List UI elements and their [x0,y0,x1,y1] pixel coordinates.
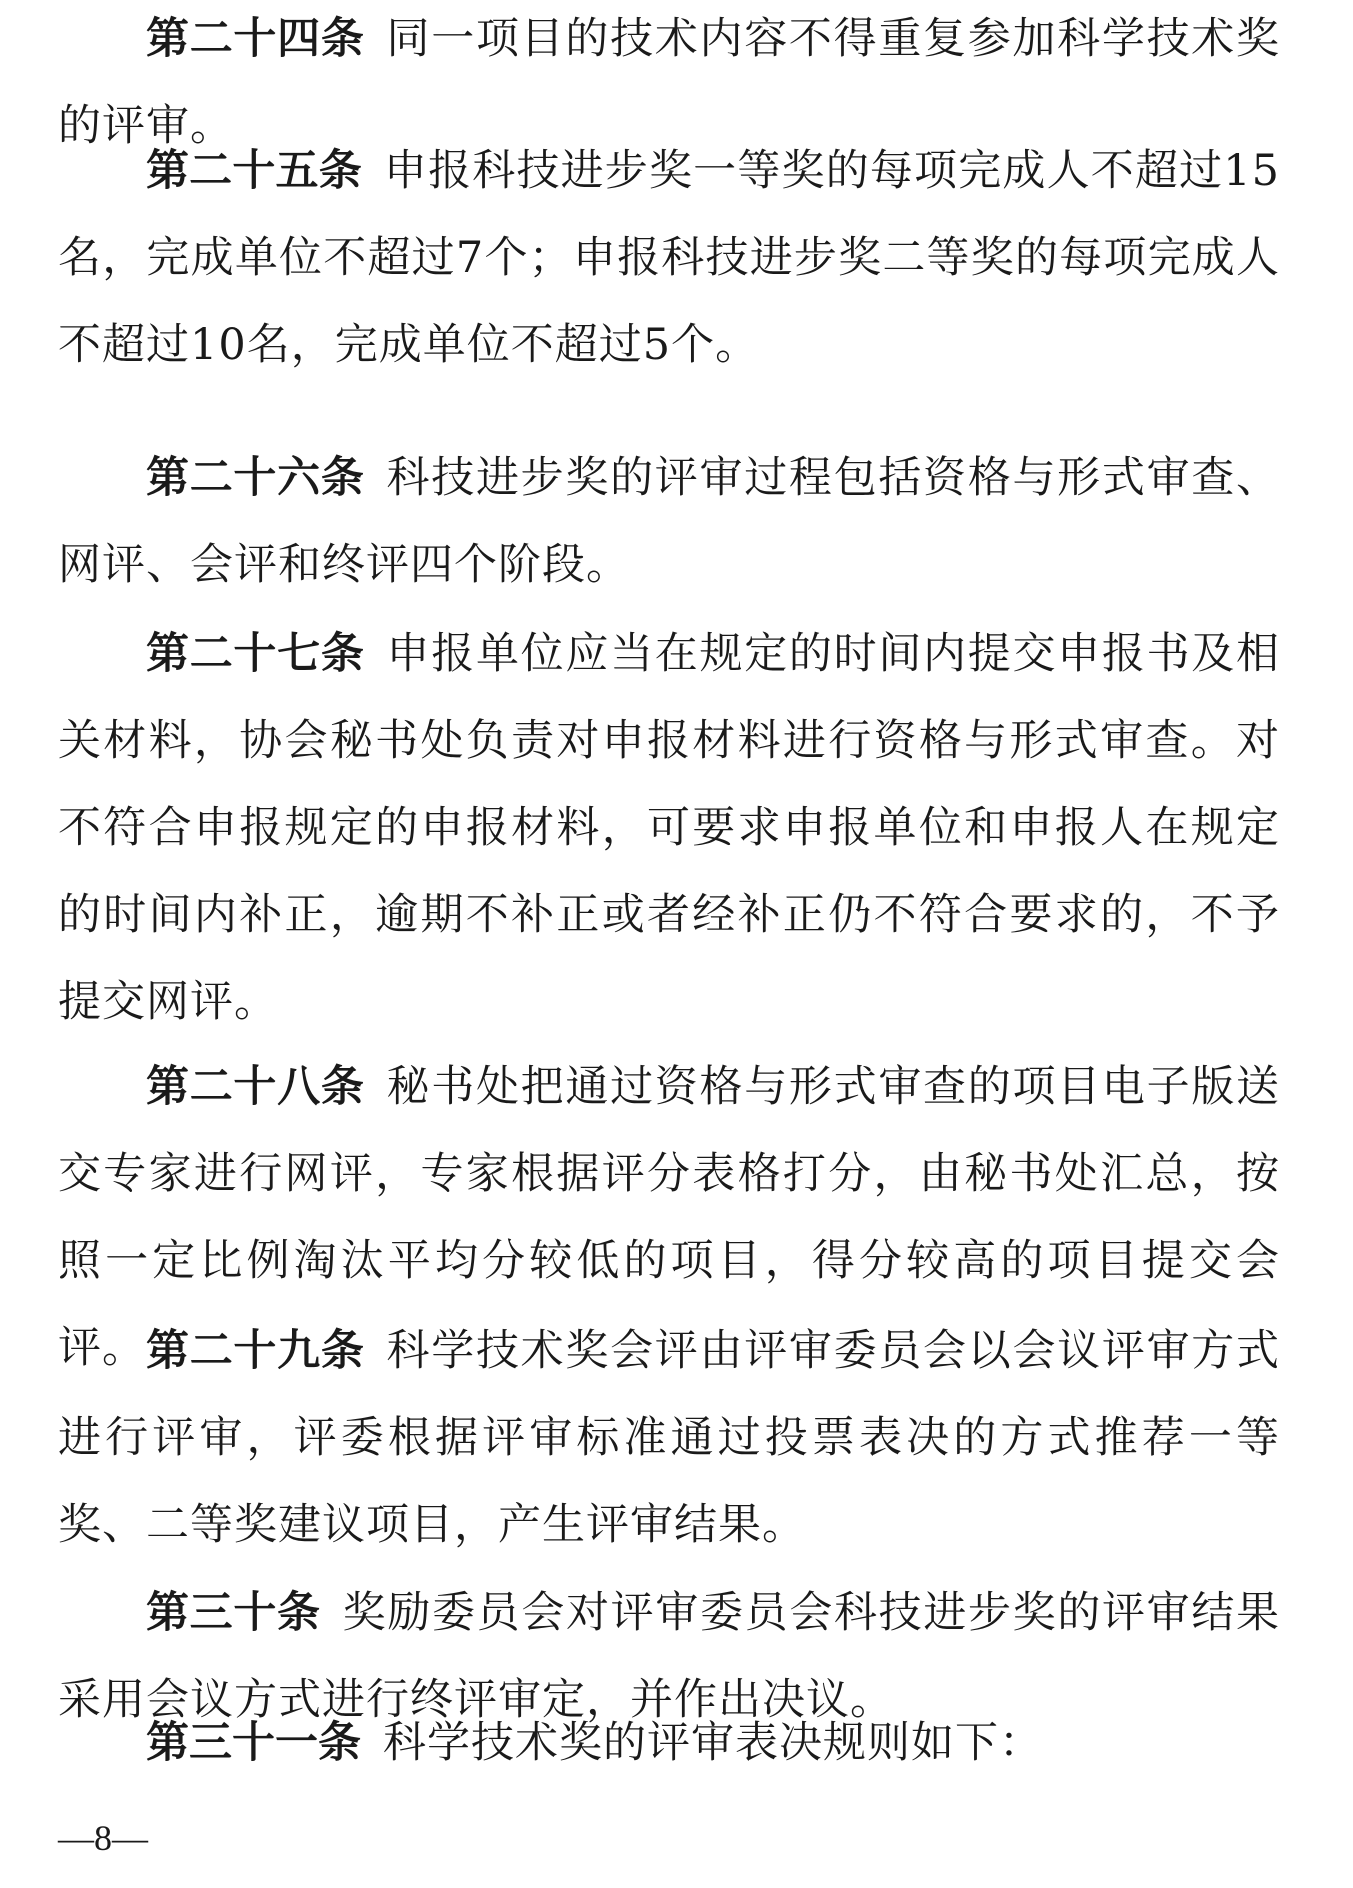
article-31 [58,1700,1280,1787]
article-heading: 第二十六条 [146,453,365,503]
article-27 [58,611,1280,1046]
article-heading: 第二十七条 [146,629,365,679]
article-heading: 第二十八条 [146,1062,365,1112]
article-text: 奖励委员会对评审委员会科技进步奖的评审结果采用会议方式进行终评审定，并作出决议。 [58,1588,1281,1725]
article-text: 科学技术奖的评审表决规则如下： [383,1718,1043,1768]
article-25 [58,128,1280,389]
article-heading: 第二十五条 [146,146,362,196]
article-heading: 第二十四条 [146,14,365,64]
page-number: —8— [58,1818,148,1858]
article-text: 科技进步奖的评审过程包括资格与形式审查、网评、会评和终评四个阶段。 [58,453,1281,590]
article-text: 同一项目的技术内容不得重复参加科学技术奖的评审。 [58,14,1281,151]
article-heading: 第三十一条 [146,1718,361,1768]
article-text: 申报科技进步奖一等奖的每项完成人不超过15名，完成单位不超过7个；申报科技进步奖二等奖的每项完成人不超过10名，完成单位不超过5个。 [58,146,1281,370]
article-29 [58,1308,1280,1569]
article-text: 科学技术奖会评由评审委员会以会议评审方式进行评审，评委根据评审标准通过投票表决的方式推荐一等奖、二等奖建议项目，产生评审结果。 [58,1326,1281,1550]
article-text: 申报单位应当在规定的时间内提交申报书及相关材料，协会秘书处负责对申报材料进行资格与形式审查。对不符合申报规定的申报材料，可要求申报单位和申报人在规定的时间内补正，逾期不补正或者经补正仍不符合要求的，不予提交网评。 [58,629,1281,1027]
article-heading: 第三十条 [146,1588,321,1638]
article-text: 秘书处把通过资格与形式审查的项目电子版送交专家进行网评，专家根据评分表格打分，由秘书处汇总，按照一定比例淘汰平均分较低的项目，得分较高的项目提交会评。 [58,1062,1281,1373]
article-heading: 第二十九条 [146,1326,365,1376]
article-26 [58,435,1280,609]
